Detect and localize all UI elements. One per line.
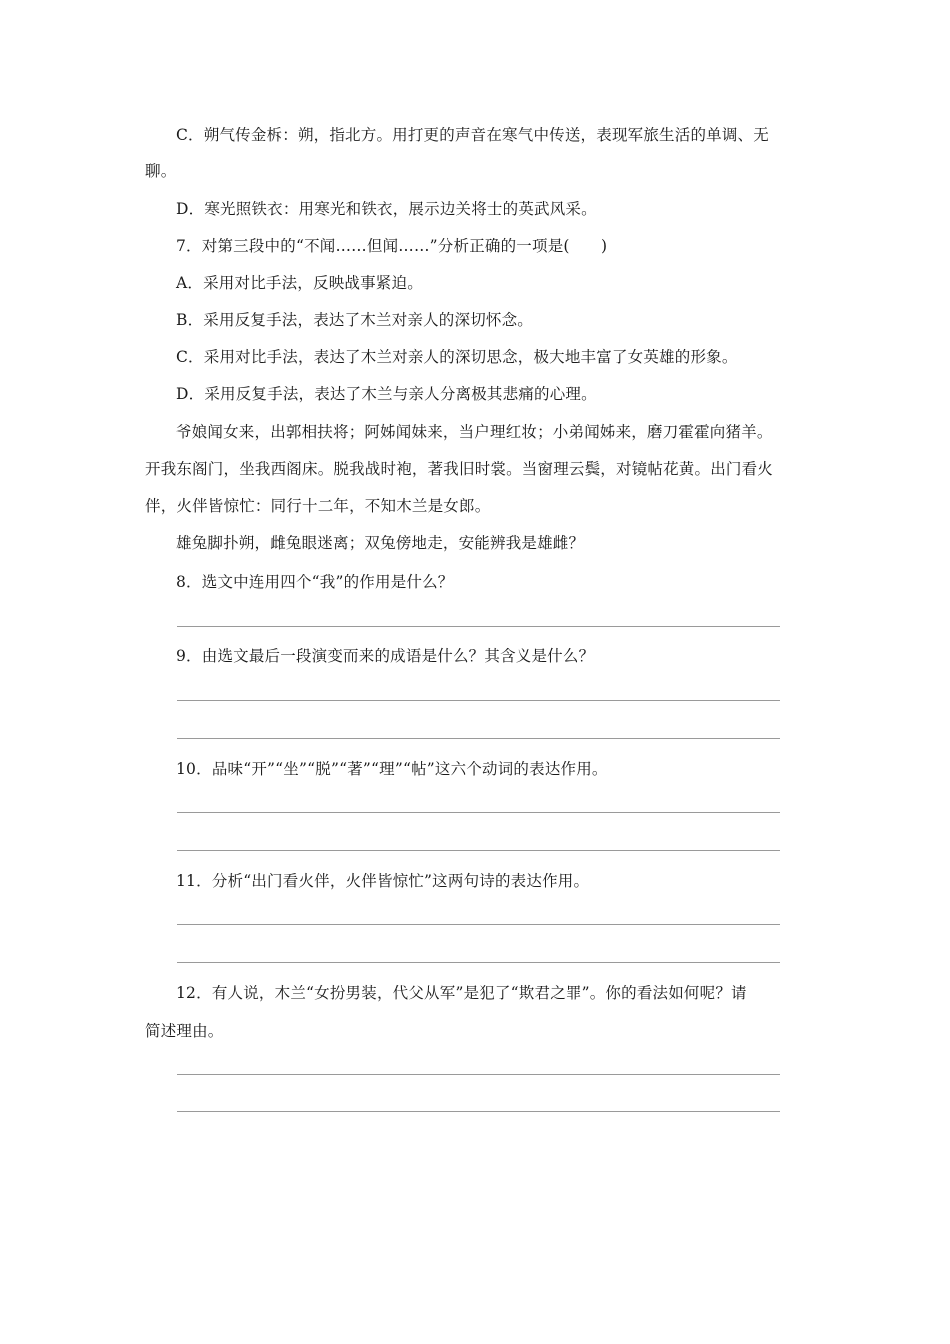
passage-line-1: 爷娘闻女来，出郭相扶将；阿姊闻妹来，当户理红妆；小弟闻姊来，磨刀霍霍向猪羊。 (176, 423, 773, 441)
question-10: 10．品味“开”“坐”“脱”“著”“理”“帖”这六个动词的表达作用。 (176, 760, 608, 778)
answer-line[interactable] (177, 850, 780, 851)
question-11: 11．分析“出门看火伴，火伴皆惊忙”这两句诗的表达作用。 (176, 872, 590, 890)
question-8: 8．选文中连用四个“我”的作用是什么？ (176, 573, 454, 591)
passage-line-4: 雄兔脚扑朔，雌兔眼迷离；双兔傍地走，安能辨我是雄雌？ (176, 534, 585, 552)
answer-line[interactable] (177, 924, 780, 925)
answer-line[interactable] (177, 1074, 780, 1075)
q6-option-c-line2: 聊。 (145, 162, 177, 180)
q7-stem: 7．对第三段中的“不闻……但闻……”分析正确的一项是( ) (176, 237, 608, 255)
answer-line[interactable] (177, 1111, 780, 1112)
q7-option-d: D．采用反复手法，表达了木兰与亲人分离极其悲痛的心理。 (176, 385, 597, 403)
answer-line[interactable] (177, 738, 780, 739)
passage-line-2: 开我东阁门，坐我西阁床。脱我战时袍，著我旧时裳。当窗理云鬓，对镜帖花黄。出门看火 (145, 460, 774, 478)
q7-option-b: B．采用反复手法，表达了木兰对亲人的深切怀念。 (176, 311, 533, 329)
answer-line[interactable] (177, 626, 780, 627)
question-9: 9．由选文最后一段演变而来的成语是什么？其含义是什么？ (176, 647, 595, 665)
answer-line[interactable] (177, 812, 780, 813)
question-12-line1: 12．有人说，木兰“女扮男装，代父从军”是犯了“欺君之罪”。你的看法如何呢？请 (176, 984, 747, 1002)
passage-line-3: 伴，火伴皆惊忙：同行十二年，不知木兰是女郎。 (145, 497, 491, 515)
q6-option-d: D．寒光照铁衣：用寒光和铁衣，展示边关将士的英武风采。 (176, 200, 597, 218)
q7-option-c: C．采用对比手法，表达了木兰对亲人的深切思念，极大地丰富了女英雄的形象。 (176, 348, 738, 366)
question-12-line2: 简述理由。 (145, 1022, 224, 1040)
q7-option-a: A．采用对比手法，反映战事紧迫。 (176, 274, 423, 292)
q6-option-c-line1: C．朔气传金柝：朔，指北方。用打更的声音在寒气中传送，表现军旅生活的单调、无 (176, 126, 769, 144)
answer-line[interactable] (177, 700, 780, 701)
answer-line[interactable] (177, 962, 780, 963)
